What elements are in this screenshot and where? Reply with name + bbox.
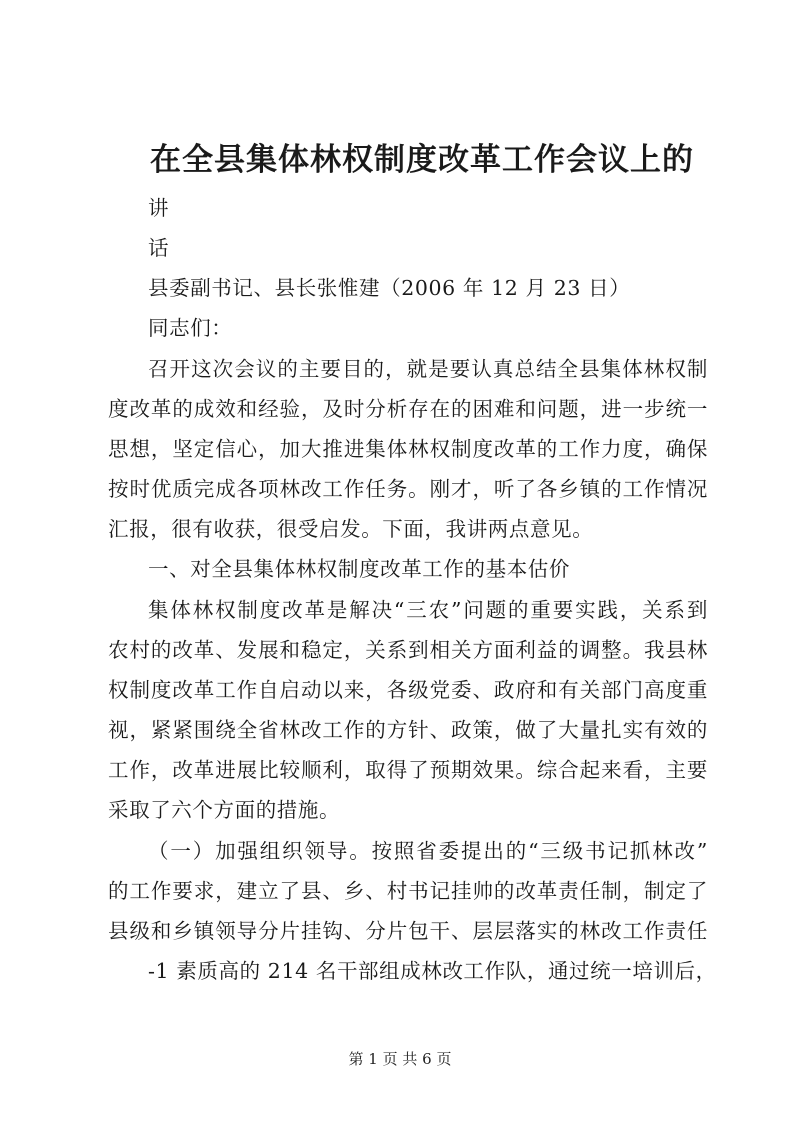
paragraph-line: 权制度改革工作自启动以来，各级党委、政府和有关部门高度重 <box>108 678 708 702</box>
paragraph-line: 采取了六个方面的措施。 <box>108 798 341 822</box>
paragraph-line: 视，紧紧围绕全省林改工作的方针、政策，做了大量扎实有效的 <box>108 718 708 742</box>
title-continuation-1: 讲 <box>148 196 170 220</box>
document-title: 在全县集体林权制度改革工作会议上的 <box>150 142 694 178</box>
paragraph-line: 召开这次会议的主要目的，就是要认真总结全县集体林权制 <box>148 357 708 381</box>
title-continuation-2: 话 <box>148 236 170 260</box>
page-number-footer: 第 1 页 共 6 页 <box>348 1050 452 1068</box>
paragraph-line: 按时优质完成各项林改工作任务。刚才，听了各乡镇的工作情况 <box>108 477 708 501</box>
speaker-line: 县委副书记、县长张惟建（2006 年 12 月 23 日） <box>148 276 631 300</box>
paragraph-line: 的工作要求，建立了县、乡、村书记挂帅的改革责任制，制定了 <box>108 879 708 903</box>
paragraph-line: -1 素质高的 214 名干部组成林改工作队，通过统一培训后， <box>148 959 717 983</box>
paragraph-line: 农村的改革、发展和稳定，关系到相关方面利益的调整。我县林 <box>108 638 708 662</box>
salutation: 同志们： <box>148 316 233 340</box>
paragraph-line: （一）加强组织领导。按照省委提出的“三级书记抓林改” <box>148 839 708 863</box>
paragraph-line: 县级和乡镇领导分片挂钩、分片包干、层层落实的林改工作责任 <box>108 919 708 943</box>
paragraph-line: 集体林权制度改革是解决“三农”问题的重要实践，关系到 <box>148 598 708 622</box>
paragraph-line: 工作，改革进展比较顺利，取得了预期效果。综合起来看，主要 <box>108 758 708 782</box>
paragraph-line: 汇报，很有收获，很受启发。下面，我讲两点意见。 <box>108 517 594 541</box>
section-heading: 一、对全县集体林权制度改革工作的基本估价 <box>148 557 570 581</box>
paragraph-line: 思想，坚定信心，加大推进集体林权制度改革的工作力度，确保 <box>108 437 708 461</box>
paragraph-line: 度改革的成效和经验，及时分析存在的困难和问题，进一步统一 <box>108 397 708 421</box>
